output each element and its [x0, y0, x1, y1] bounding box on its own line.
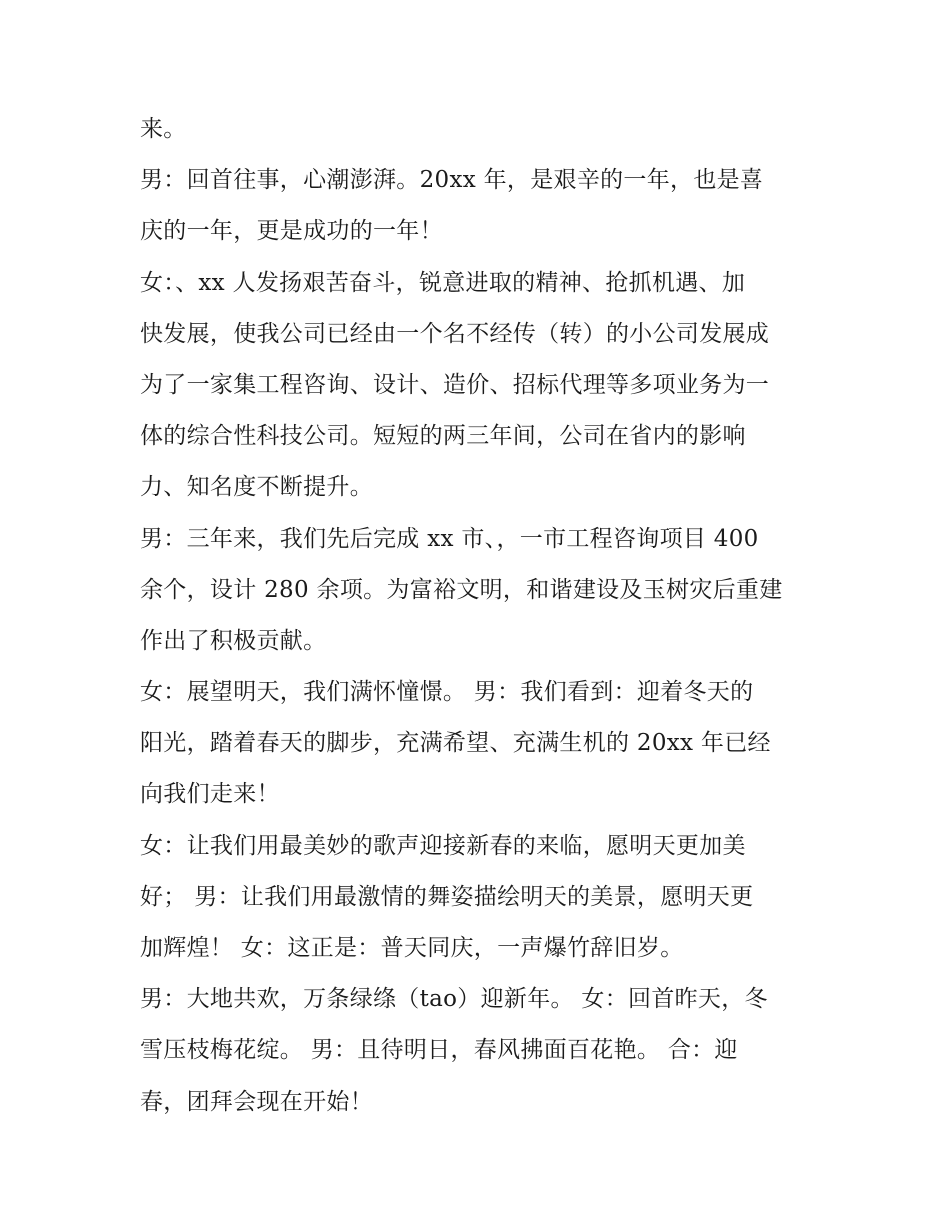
- text-line: 好； 男：让我们用最激情的舞姿描绘明天的美景，愿明天更: [140, 883, 754, 910]
- text-line: 力、知名度不断提升。: [140, 474, 373, 501]
- text-line: 男：三年来，我们先后完成 xx 市、，一市工程咨询项目 400: [140, 525, 759, 552]
- text-line: 雪压枝梅花绽。 男：且待明日，春风拂面百花艳。 合：迎: [140, 1037, 738, 1064]
- document-body: [140, 104, 820, 1128]
- text-line: 余个，设计 280 余项。为富裕文明，和谐建设及玉树灾后重建: [140, 576, 783, 603]
- text-line: 加辉煌！ 女：这正是：普天同庆，一声爆竹辞旧岁。: [140, 935, 684, 961]
- text-line: 向我们走来！: [140, 781, 280, 808]
- text-line: 快发展，使我公司已经由一个名不经传（转）的小公司发展成: [140, 320, 770, 347]
- text-line: 男：回首往事，心潮澎湃。20xx 年，是艰辛的一年，也是喜: [140, 167, 764, 194]
- text-line: 春，团拜会现在开始！: [140, 1088, 373, 1115]
- text-line: 来。: [140, 116, 187, 142]
- text-line: 女：展望明天，我们满怀憧憬。 男：我们看到：迎着冬天的: [140, 679, 754, 706]
- text-line: 庆的一年，更是成功的一年！: [140, 218, 443, 245]
- text-line: 为了一家集工程咨询、设计、造价、招标代理等多项业务为一: [140, 371, 770, 398]
- text-line: 男：大地共欢，万条绿绦（tao）迎新年。 女：回首昨天，冬: [140, 986, 768, 1013]
- text-line: 女：让我们用最美妙的歌声迎接新春的来临，愿明天更加美: [140, 832, 746, 859]
- text-line: 作出了积极贡献。: [140, 627, 327, 654]
- text-line: 女：、xx 人发扬艰苦奋斗，锐意进取的精神、抢抓机遇、加: [140, 269, 746, 296]
- text-line: 体的综合性科技公司。短短的两三年间，公司在省内的影响: [140, 423, 746, 450]
- text-line: 阳光，踏着春天的脚步，充满希望、充满生机的 20xx 年已经: [140, 730, 771, 757]
